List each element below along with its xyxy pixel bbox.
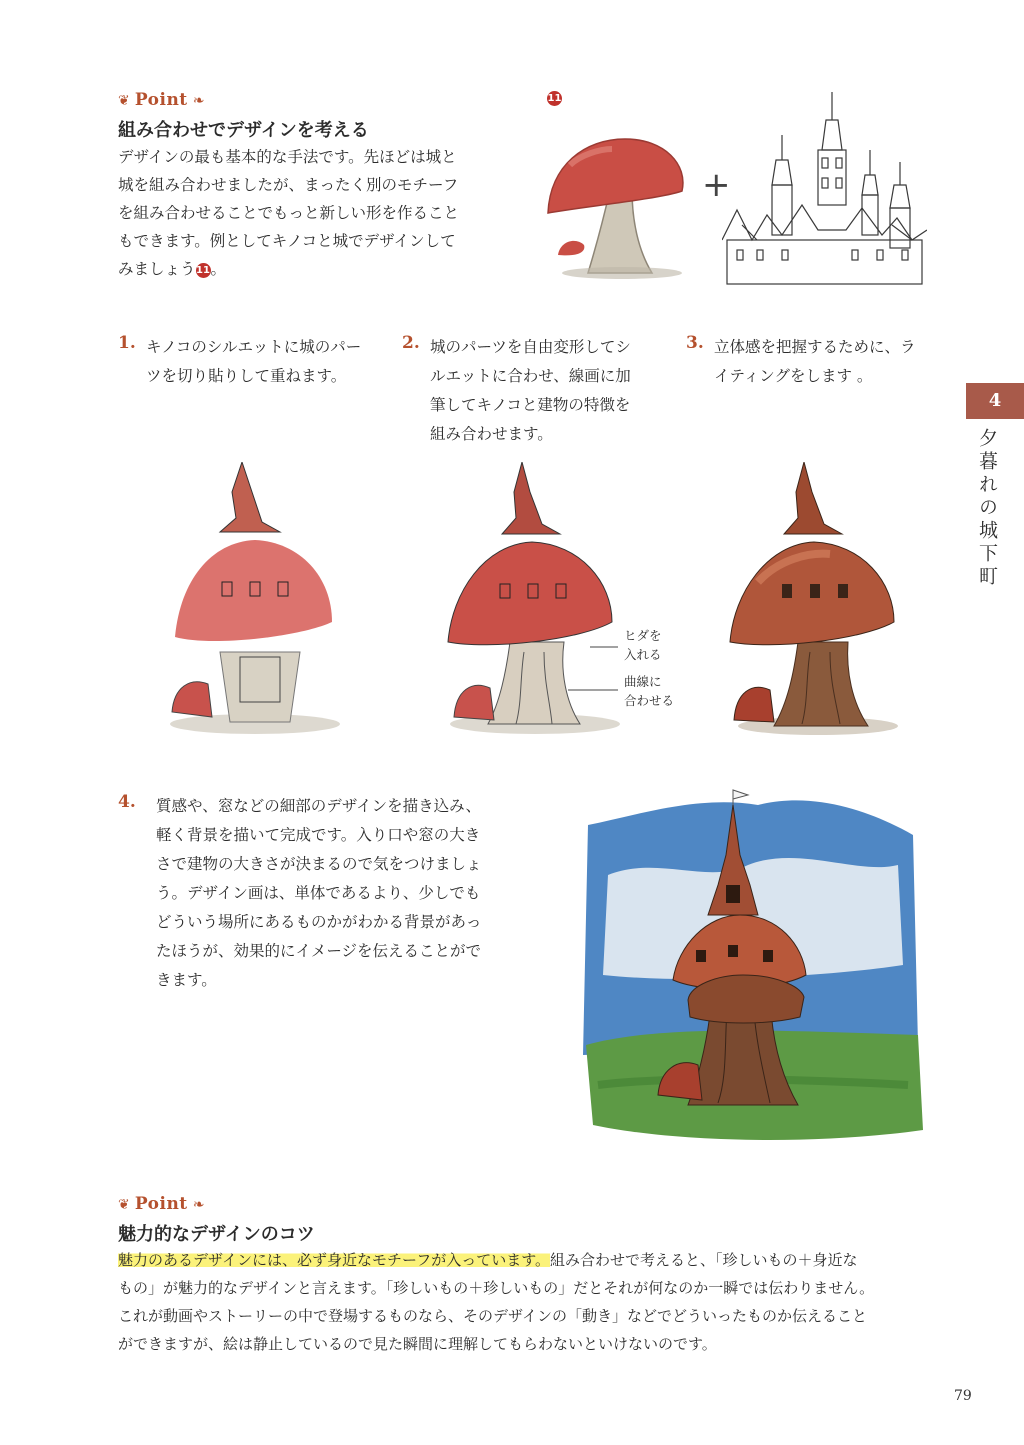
figure-ref-badge: 11 [196,265,210,276]
ornament-icon: ❧ [192,1197,205,1213]
step-2: 2. 城のパーツを自由変形してシ ルエットに合わせ、線画に加 筆してキノコと建物の特徴を 組み合わせます。 [402,333,631,443]
point-label: ❦ Point ❧ [118,1194,205,1214]
ornament-icon: ❦ [118,93,130,109]
annotation-label: ヒダを 入れる [624,628,662,662]
point-body: 魅力のあるデザインには、必ず身近なモチーフが入っています。組み合わせで考えると、「珍しいもの＋身近な もの」が魅力的なデザインと言えます。「珍しいもの＋珍しいもの」だとそれが何なのか一瞬では伝わりません。 これが動画やストーリーの中で登場するものなら、そのデザインの「動き」などでどういったものか伝えること ができますが、絵は静止しているので見た瞬間に理解してもらわないといけないのです。 [118,1251,875,1353]
step1-illustration [160,462,340,742]
ornament-icon: ❧ [192,93,205,109]
annotation-label: 曲線に 合わせる [624,674,675,708]
step2-illustration [440,462,620,742]
step-1: 1. キノコのシルエットに城のパー ツを切り貼りして重ねます。 [118,333,362,385]
figure-badge: 11 [547,93,562,104]
ornament-icon: ❦ [118,1197,130,1213]
mushroom-illustration [540,125,695,280]
highlighted-text: 魅力のあるデザインには、必ず身近なモチーフが入っています。 [118,1251,551,1269]
chapter-tab: 4 [966,383,1024,419]
final-painting [578,785,923,1145]
castle-sketch [722,90,927,285]
point-body: デザインの最も基本的な手法です。先ほどは城と 城を組み合わせましたが、まったく別のモチーフ を組み合わせることでもっと新しい形を作ること もできます。例としてキノコと城でデザインして みましょう11。 [118,148,460,278]
step-3: 3. 立体感を把握するために、ラ イティングをします 。 [686,333,916,385]
section-title: 組み合わせでデザインを考える [118,120,369,141]
chapter-title: 夕暮れの城下町 [976,428,998,589]
point-label: ❦ Point ❧ [118,90,205,110]
section-title: 魅力的なデザインのコツ [118,1224,315,1245]
step-4: 4. 質感や、窓などの細部のデザインを描き込み、 軽く背景を描いて完成です。入り口や窓の大き さで建物の大きさが決まるので気をつけましょ う。デザイン画は、単体であるより、少しでも どういう場所にあるものかがわかる背景があっ たほうが、効果的にイメージを伝えることがで きます。 [118,792,482,989]
page-number: 79 [954,1388,972,1404]
step3-illustration [718,462,898,742]
plus-sign: + [702,165,731,205]
